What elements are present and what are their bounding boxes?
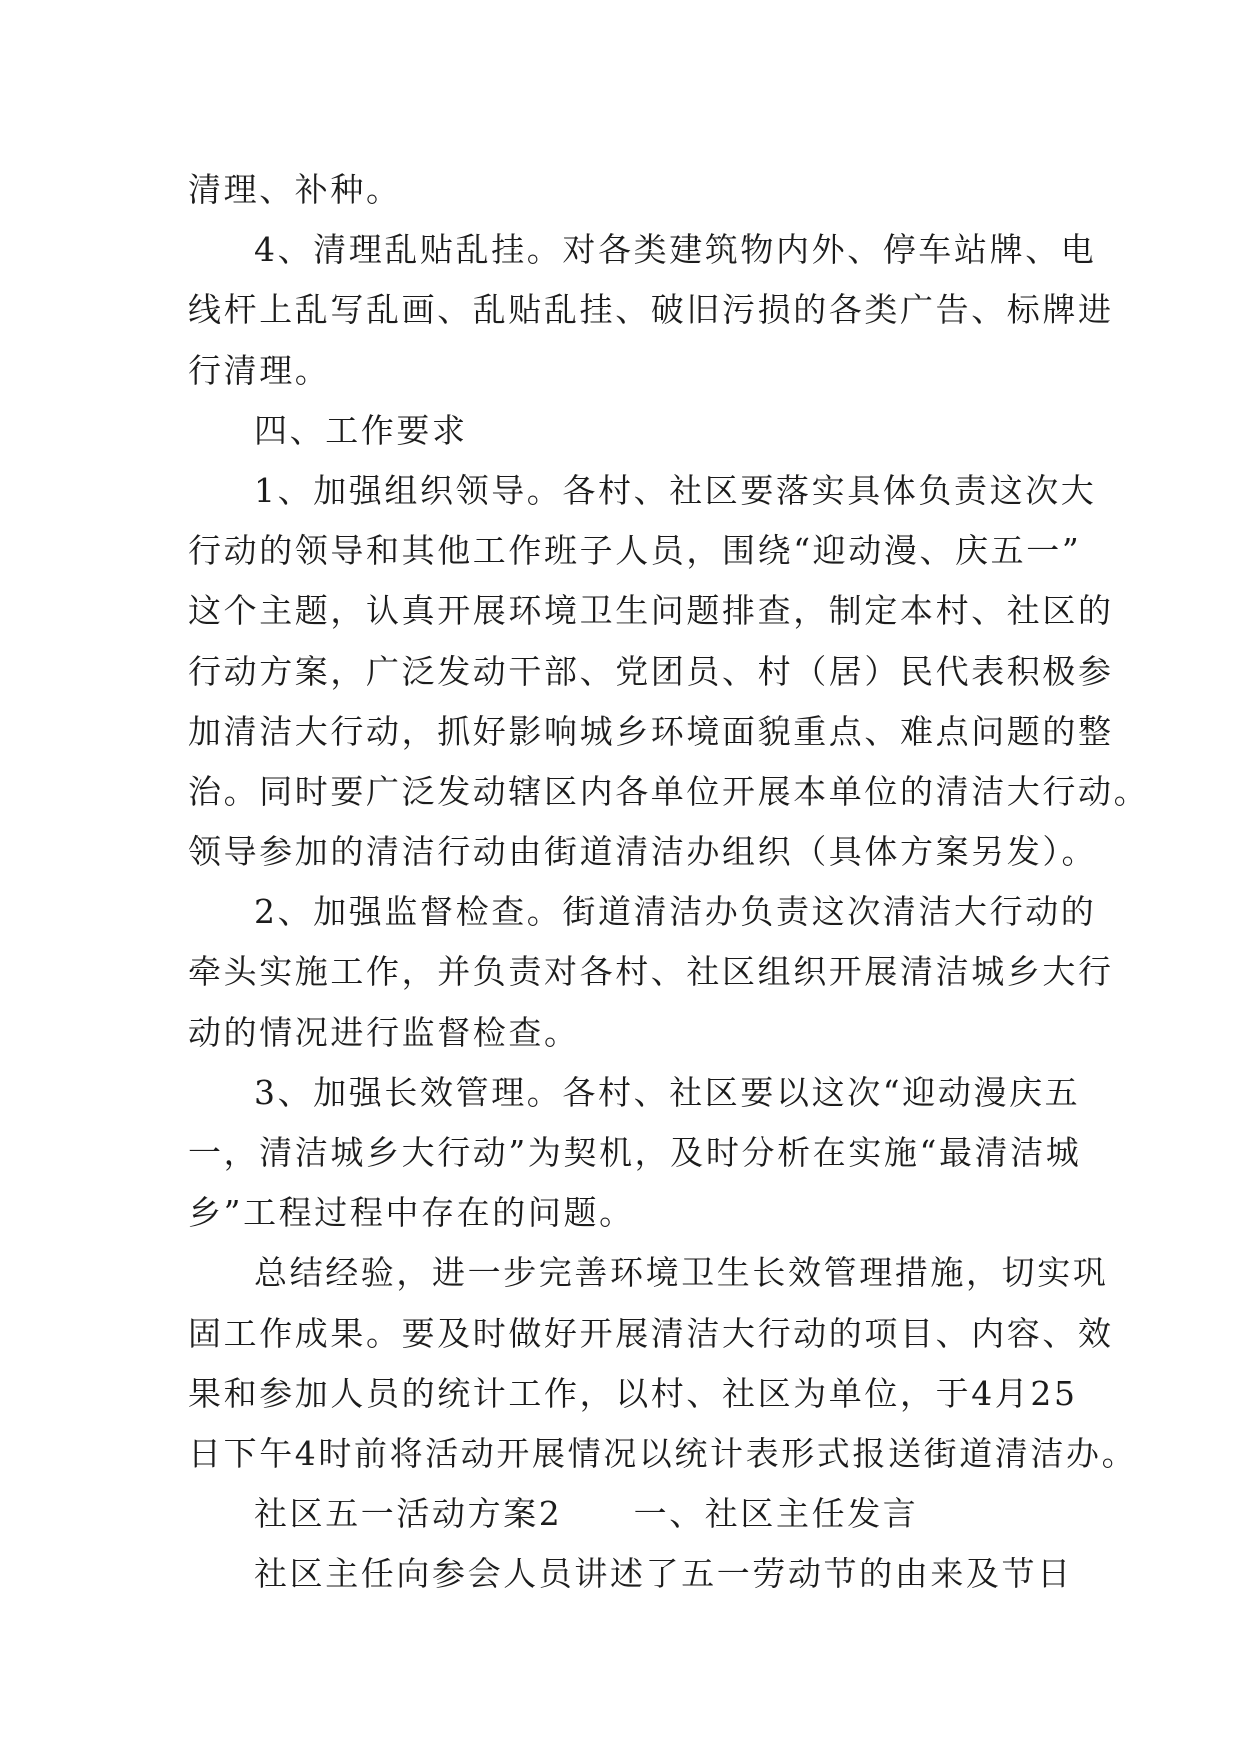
text-line: 果和参加人员的统计工作，以村、社区为单位，于4月25 [188, 1373, 1078, 1413]
text-line: 行动方案，广泛发动干部、党团员、村（居）民代表积极参 [188, 651, 1114, 691]
text-line: 2、加强监督检查。街道清洁办负责这次清洁大行动的 [254, 892, 1097, 932]
text-line: 日下午4时前将活动开展情况以统计表形式报送街道清洁办。 [188, 1433, 1138, 1473]
text-line: 治。同时要广泛发动辖区内各单位开展本单位的清洁大行动。 [188, 771, 1150, 811]
text-line: 乡”工程过程中存在的问题。 [188, 1193, 635, 1233]
text-line: 动的情况进行监督检查。 [188, 1012, 580, 1052]
text-line: 行清理。 [188, 350, 331, 390]
text-line: 4、清理乱贴乱挂。对各类建筑物内外、停车站牌、电 [254, 230, 1097, 270]
text-line: 3、加强长效管理。各村、社区要以这次“迎动漫庆五 [254, 1072, 1081, 1112]
text-line: 线杆上乱写乱画、乱贴乱挂、破旧污损的各类广告、标牌进 [188, 290, 1114, 330]
text-line: 社区主任向参会人员讲述了五一劳动节的由来及节日 [254, 1554, 1073, 1594]
text-line: 固工作成果。要及时做好开展清洁大行动的项目、内容、效 [188, 1313, 1114, 1353]
document-body [188, 160, 1150, 1605]
text-line: 1、加强组织领导。各村、社区要落实具体负责这次大 [254, 470, 1097, 510]
text-line: 行动的领导和其他工作班子人员，围绕“迎动漫、庆五一” [188, 531, 1082, 571]
text-line: 总结经验，进一步完善环境卫生长效管理措施，切实巩 [254, 1253, 1109, 1293]
text-line: 清理、补种。 [188, 170, 402, 209]
text-line: 牵头实施工作，并负责对各村、社区组织开展清洁城乡大行 [188, 952, 1114, 992]
text-line: 一，清洁城乡大行动”为契机，及时分析在实施“最清洁城 [188, 1133, 1082, 1172]
text-line: 领导参加的清洁行动由街道清洁办组织（具体方案另发）。 [188, 832, 1098, 872]
section-heading: 社区五一活动方案2 一、社区主任发言 [254, 1494, 919, 1534]
text-line: 加清洁大行动，抓好影响城乡环境面貌重点、难点问题的整 [188, 711, 1114, 751]
text-line: 这个主题，认真开展环境卫生问题排查，制定本村、社区的 [188, 591, 1114, 631]
section-heading: 四、工作要求 [254, 410, 468, 450]
